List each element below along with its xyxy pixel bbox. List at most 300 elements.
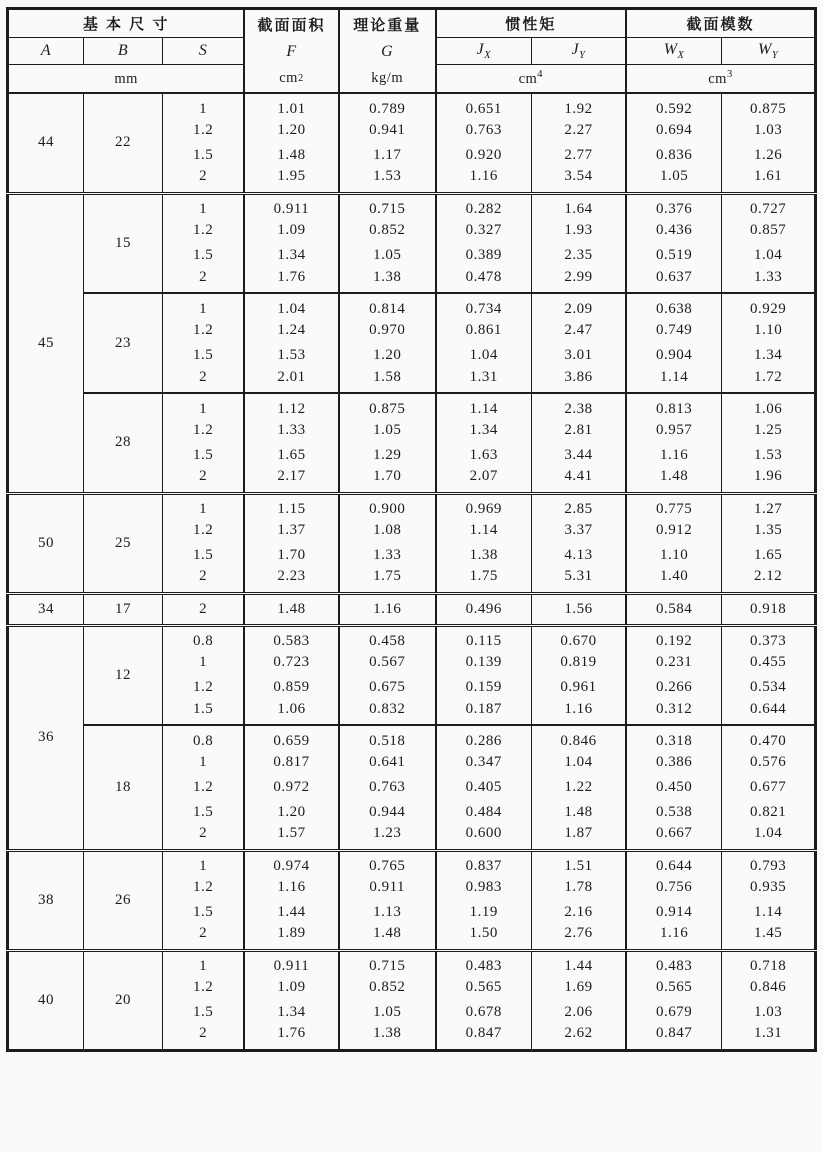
header-unit-cm4: $cm^4$ [436, 65, 626, 93]
cell-jy: 1.87 [531, 825, 626, 850]
cell-s: 1.2 [163, 318, 245, 343]
cell-jy: 3.54 [531, 168, 626, 193]
cell-g: 0.789 [339, 93, 436, 118]
cell-s: 1.2 [163, 975, 245, 1000]
cell-wx: 0.836 [626, 143, 722, 168]
cell-f: 1.04 [244, 293, 339, 318]
cell-wy: 1.10 [722, 318, 816, 343]
cell-wx: 0.638 [626, 293, 722, 318]
cell-s: 1.5 [163, 543, 245, 568]
cell-s: 2 [163, 168, 245, 193]
cell-s: 1.5 [163, 243, 245, 268]
cell-s: 1 [163, 493, 245, 518]
cell-s: 1 [163, 393, 245, 418]
cell-f: 1.12 [244, 393, 339, 418]
cell-s: 1.5 [163, 443, 245, 468]
cell-wx: 0.679 [626, 1000, 722, 1025]
header-col-a: A [8, 38, 84, 65]
cell-jx: 1.04 [436, 343, 532, 368]
section-properties-table [6, 7, 817, 1052]
header-col-b: B [83, 38, 162, 65]
cell-f: 0.911 [244, 950, 339, 975]
cell-jx: 1.63 [436, 443, 532, 468]
cell-f: 1.65 [244, 443, 339, 468]
cell-jx: 0.159 [436, 675, 532, 700]
cell-g: 1.29 [339, 443, 436, 468]
cell-wy: 0.534 [722, 675, 816, 700]
cell-jy: 1.48 [531, 800, 626, 825]
cell-s: 1.5 [163, 900, 245, 925]
cell-wy: 0.727 [722, 193, 816, 218]
cell-b: 15 [83, 193, 162, 293]
cell-g: 0.832 [339, 700, 436, 725]
header-area-title: 截面面积 [257, 17, 326, 34]
cell-wy: 0.644 [722, 700, 816, 725]
cell-wx: 0.847 [626, 1025, 722, 1050]
cell-wy: 1.53 [722, 443, 816, 468]
cell-jy: 4.13 [531, 543, 626, 568]
table-row [8, 625, 816, 650]
cell-wy: 1.04 [722, 825, 816, 850]
cell-jy: 2.99 [531, 268, 626, 293]
cell-jy: 1.78 [531, 875, 626, 900]
cell-f: 2.01 [244, 368, 339, 393]
cell-s: 1 [163, 850, 245, 875]
cell-a: 45 [8, 193, 84, 493]
cell-jy: 1.56 [531, 593, 626, 625]
cell-b: 26 [83, 850, 162, 950]
cell-wy: 1.03 [722, 118, 816, 143]
cell-g: 1.23 [339, 825, 436, 850]
cell-b: 20 [83, 950, 162, 1050]
cell-wx: 0.584 [626, 593, 722, 625]
cell-f: 1.57 [244, 825, 339, 850]
cell-f: 1.76 [244, 268, 339, 293]
cell-g: 1.08 [339, 518, 436, 543]
cell-wy: 0.875 [722, 93, 816, 118]
cell-jx: 0.678 [436, 1000, 532, 1025]
cell-f: 1.09 [244, 975, 339, 1000]
cell-wx: 0.231 [626, 650, 722, 675]
table-body [8, 93, 816, 1050]
cell-s: 1.2 [163, 675, 245, 700]
cell-jx: 0.847 [436, 1025, 532, 1050]
cell-g: 0.641 [339, 750, 436, 775]
cell-s: 1.2 [163, 518, 245, 543]
cell-g: 1.16 [339, 593, 436, 625]
cell-g: 0.944 [339, 800, 436, 825]
cell-s: 1.2 [163, 118, 245, 143]
cell-g: 1.20 [339, 343, 436, 368]
header-area-symbol: F [286, 43, 297, 60]
cell-g: 1.33 [339, 543, 436, 568]
cell-jy: 1.44 [531, 950, 626, 975]
cell-wy: 0.918 [722, 593, 816, 625]
cell-f: 2.23 [244, 568, 339, 593]
cell-g: 1.58 [339, 368, 436, 393]
cell-f: 1.09 [244, 218, 339, 243]
cell-wx: 0.565 [626, 975, 722, 1000]
cell-s: 2 [163, 468, 245, 493]
cell-g: 1.75 [339, 568, 436, 593]
cell-jx: 0.389 [436, 243, 532, 268]
cell-jx: 1.38 [436, 543, 532, 568]
table-row [8, 193, 816, 218]
cell-s: 1.2 [163, 418, 245, 443]
cell-wx: 0.813 [626, 393, 722, 418]
cell-f: 1.20 [244, 800, 339, 825]
cell-a: 40 [8, 950, 84, 1050]
table-row [8, 850, 816, 875]
cell-s: 1.5 [163, 343, 245, 368]
header-weight-unit: kg/m [371, 70, 404, 86]
cell-wx: 0.694 [626, 118, 722, 143]
cell-wy: 1.34 [722, 343, 816, 368]
header-moment-of-inertia: 惯性矩 [436, 9, 626, 38]
cell-g: 0.765 [339, 850, 436, 875]
cell-wx: 1.16 [626, 443, 722, 468]
header-basic-dimensions: 基 本 尺 寸 [8, 9, 245, 38]
cell-f: 1.20 [244, 118, 339, 143]
cell-wx: 0.637 [626, 268, 722, 293]
cell-wx: 0.436 [626, 218, 722, 243]
cell-jy: 1.64 [531, 193, 626, 218]
cell-g: 1.05 [339, 418, 436, 443]
cell-wy: 1.96 [722, 468, 816, 493]
cell-g: 0.518 [339, 725, 436, 750]
cell-s: 2 [163, 1025, 245, 1050]
cell-wx: 0.538 [626, 800, 722, 825]
cell-jx: 0.187 [436, 700, 532, 725]
cell-b: 23 [83, 293, 162, 393]
cell-wy: 0.929 [722, 293, 816, 318]
cell-wy: 0.677 [722, 775, 816, 800]
cell-wx: 0.667 [626, 825, 722, 850]
cell-f: 1.53 [244, 343, 339, 368]
cell-f: 0.723 [244, 650, 339, 675]
header-weight-title: 理论重量 [353, 17, 422, 34]
cell-wx: 0.483 [626, 950, 722, 975]
cell-jx: 0.861 [436, 318, 532, 343]
cell-f: 2.17 [244, 468, 339, 493]
cell-jy: 2.47 [531, 318, 626, 343]
cell-g: 1.05 [339, 1000, 436, 1025]
cell-wy: 2.12 [722, 568, 816, 593]
cell-jx: 0.496 [436, 593, 532, 625]
cell-jx: 0.115 [436, 625, 532, 650]
cell-jy: 2.09 [531, 293, 626, 318]
cell-f: 0.583 [244, 625, 339, 650]
cell-f: 0.817 [244, 750, 339, 775]
header-section-area [244, 9, 339, 94]
cell-g: 1.05 [339, 243, 436, 268]
table-row [8, 950, 816, 975]
cell-f: 1.95 [244, 168, 339, 193]
cell-g: 1.48 [339, 925, 436, 950]
cell-a: 50 [8, 493, 84, 593]
cell-wy: 0.373 [722, 625, 816, 650]
cell-jx: 1.50 [436, 925, 532, 950]
table-row [8, 93, 816, 118]
cell-g: 1.17 [339, 143, 436, 168]
cell-s: 1 [163, 750, 245, 775]
cell-s: 1.2 [163, 775, 245, 800]
cell-wx: 0.592 [626, 93, 722, 118]
cell-f: 1.44 [244, 900, 339, 925]
cell-wx: 0.957 [626, 418, 722, 443]
cell-jy: 3.86 [531, 368, 626, 393]
cell-wy: 1.45 [722, 925, 816, 950]
cell-s: 1.5 [163, 143, 245, 168]
cell-jx: 1.31 [436, 368, 532, 393]
cell-jy: 1.51 [531, 850, 626, 875]
cell-a: 34 [8, 593, 84, 625]
cell-s: 1 [163, 293, 245, 318]
cell-jx: 0.565 [436, 975, 532, 1000]
cell-wx: 0.775 [626, 493, 722, 518]
cell-f: 1.34 [244, 243, 339, 268]
cell-jy: 1.04 [531, 750, 626, 775]
cell-s: 1.5 [163, 700, 245, 725]
cell-g: 1.13 [339, 900, 436, 925]
cell-g: 0.763 [339, 775, 436, 800]
cell-f: 0.659 [244, 725, 339, 750]
cell-f: 1.15 [244, 493, 339, 518]
cell-wx: 0.749 [626, 318, 722, 343]
cell-jy: 1.92 [531, 93, 626, 118]
cell-g: 0.567 [339, 650, 436, 675]
cell-jx: 0.763 [436, 118, 532, 143]
cell-jx: 0.483 [436, 950, 532, 975]
cell-wx: 0.904 [626, 343, 722, 368]
cell-a: 44 [8, 93, 84, 193]
cell-a: 38 [8, 850, 84, 950]
cell-wy: 1.33 [722, 268, 816, 293]
cell-g: 1.38 [339, 1025, 436, 1050]
cell-wy: 0.935 [722, 875, 816, 900]
cell-wy: 1.06 [722, 393, 816, 418]
cell-jy: 2.81 [531, 418, 626, 443]
cell-jx: 0.327 [436, 218, 532, 243]
cell-jx: 0.282 [436, 193, 532, 218]
cell-s: 0.8 [163, 625, 245, 650]
cell-jy: 2.62 [531, 1025, 626, 1050]
cell-f: 1.24 [244, 318, 339, 343]
cell-jy: 0.819 [531, 650, 626, 675]
cell-jx: 0.405 [436, 775, 532, 800]
cell-jy: 2.35 [531, 243, 626, 268]
cell-g: 1.70 [339, 468, 436, 493]
cell-jy: 3.44 [531, 443, 626, 468]
cell-g: 0.675 [339, 675, 436, 700]
cell-jx: 1.75 [436, 568, 532, 593]
cell-wy: 0.846 [722, 975, 816, 1000]
cell-b: 28 [83, 393, 162, 493]
header-col-wx: $W_X$ [626, 38, 722, 65]
cell-g: 0.970 [339, 318, 436, 343]
cell-g: 0.715 [339, 950, 436, 975]
cell-jy: 4.41 [531, 468, 626, 493]
cell-jx: 0.484 [436, 800, 532, 825]
cell-f: 0.859 [244, 675, 339, 700]
header-theoretical-weight [339, 9, 436, 94]
cell-wx: 0.386 [626, 750, 722, 775]
cell-b: 17 [83, 593, 162, 625]
cell-g: 0.814 [339, 293, 436, 318]
header-unit-mm: mm [8, 65, 245, 93]
cell-f: 1.33 [244, 418, 339, 443]
cell-f: 0.974 [244, 850, 339, 875]
cell-b: 18 [83, 725, 162, 850]
cell-jx: 0.286 [436, 725, 532, 750]
cell-s: 1 [163, 650, 245, 675]
cell-jy: 2.06 [531, 1000, 626, 1025]
header-area-unit: cm 2 [279, 70, 304, 86]
cell-jy: 2.16 [531, 900, 626, 925]
cell-a: 36 [8, 625, 84, 850]
cell-f: 1.48 [244, 143, 339, 168]
table-row [8, 593, 816, 625]
cell-s: 1 [163, 950, 245, 975]
cell-wx: 1.14 [626, 368, 722, 393]
cell-f: 1.37 [244, 518, 339, 543]
header-col-jx: $J_X$ [436, 38, 532, 65]
cell-jy: 0.670 [531, 625, 626, 650]
header-weight-symbol: G [381, 43, 394, 60]
cell-jx: 0.347 [436, 750, 532, 775]
cell-wy: 0.821 [722, 800, 816, 825]
cell-wy: 0.857 [722, 218, 816, 243]
cell-g: 1.38 [339, 268, 436, 293]
cell-g: 0.715 [339, 193, 436, 218]
cell-s: 1.5 [163, 800, 245, 825]
cell-f: 1.06 [244, 700, 339, 725]
cell-s: 0.8 [163, 725, 245, 750]
cell-g: 0.911 [339, 875, 436, 900]
cell-wx: 0.312 [626, 700, 722, 725]
cell-jx: 0.920 [436, 143, 532, 168]
cell-wx: 1.16 [626, 925, 722, 950]
header-col-wy: $W_Y$ [722, 38, 816, 65]
cell-jy: 1.16 [531, 700, 626, 725]
cell-wy: 1.04 [722, 243, 816, 268]
cell-g: 0.875 [339, 393, 436, 418]
cell-g: 0.900 [339, 493, 436, 518]
cell-jy: 0.846 [531, 725, 626, 750]
table-row [8, 725, 816, 750]
cell-f: 1.89 [244, 925, 339, 950]
cell-f: 1.01 [244, 93, 339, 118]
cell-wy: 1.14 [722, 900, 816, 925]
cell-jx: 1.19 [436, 900, 532, 925]
cell-wx: 0.644 [626, 850, 722, 875]
cell-f: 1.16 [244, 875, 339, 900]
cell-s: 1 [163, 93, 245, 118]
cell-s: 1.2 [163, 218, 245, 243]
cell-jy: 3.01 [531, 343, 626, 368]
cell-jx: 1.16 [436, 168, 532, 193]
table-header [8, 9, 816, 94]
cell-wx: 1.05 [626, 168, 722, 193]
cell-wy: 0.718 [722, 950, 816, 975]
cell-jx: 1.14 [436, 393, 532, 418]
header-col-s: S [163, 38, 245, 65]
cell-b: 25 [83, 493, 162, 593]
cell-jy: 1.93 [531, 218, 626, 243]
cell-wy: 1.26 [722, 143, 816, 168]
table-row [8, 493, 816, 518]
cell-wx: 0.519 [626, 243, 722, 268]
cell-wx: 0.450 [626, 775, 722, 800]
cell-wx: 0.192 [626, 625, 722, 650]
cell-jy: 2.77 [531, 143, 626, 168]
header-col-jy: $J_Y$ [531, 38, 626, 65]
cell-wx: 1.48 [626, 468, 722, 493]
cell-jy: 2.76 [531, 925, 626, 950]
cell-wy: 0.576 [722, 750, 816, 775]
cell-wy: 0.470 [722, 725, 816, 750]
cell-wx: 0.318 [626, 725, 722, 750]
cell-f: 0.972 [244, 775, 339, 800]
cell-wy: 1.25 [722, 418, 816, 443]
cell-jy: 3.37 [531, 518, 626, 543]
cell-wx: 1.40 [626, 568, 722, 593]
cell-jy: 2.85 [531, 493, 626, 518]
cell-wy: 1.03 [722, 1000, 816, 1025]
cell-f: 0.911 [244, 193, 339, 218]
cell-jy: 5.31 [531, 568, 626, 593]
cell-s: 1.5 [163, 1000, 245, 1025]
cell-jx: 0.734 [436, 293, 532, 318]
cell-wx: 0.756 [626, 875, 722, 900]
cell-wy: 1.31 [722, 1025, 816, 1050]
cell-s: 2 [163, 268, 245, 293]
cell-f: 1.48 [244, 593, 339, 625]
cell-jx: 2.07 [436, 468, 532, 493]
cell-s: 1.2 [163, 875, 245, 900]
cell-s: 2 [163, 593, 245, 625]
cell-s: 2 [163, 368, 245, 393]
cell-jx: 0.478 [436, 268, 532, 293]
table-row [8, 393, 816, 418]
cell-wy: 1.65 [722, 543, 816, 568]
cell-jx: 0.651 [436, 93, 532, 118]
cell-jy: 2.27 [531, 118, 626, 143]
cell-s: 2 [163, 925, 245, 950]
cell-jx: 0.600 [436, 825, 532, 850]
cell-jy: 1.22 [531, 775, 626, 800]
cell-wy: 1.72 [722, 368, 816, 393]
cell-g: 0.458 [339, 625, 436, 650]
cell-wx: 0.376 [626, 193, 722, 218]
cell-jx: 0.983 [436, 875, 532, 900]
cell-s: 2 [163, 568, 245, 593]
cell-wx: 1.10 [626, 543, 722, 568]
header-unit-cm3: $cm^3$ [626, 65, 816, 93]
cell-jx: 0.969 [436, 493, 532, 518]
cell-wy: 1.35 [722, 518, 816, 543]
cell-g: 0.852 [339, 975, 436, 1000]
cell-g: 0.852 [339, 218, 436, 243]
cell-f: 1.34 [244, 1000, 339, 1025]
cell-jx: 0.139 [436, 650, 532, 675]
cell-b: 22 [83, 93, 162, 193]
cell-wy: 1.61 [722, 168, 816, 193]
table-row [8, 293, 816, 318]
cell-f: 1.70 [244, 543, 339, 568]
cell-wx: 0.914 [626, 900, 722, 925]
cell-jx: 1.14 [436, 518, 532, 543]
